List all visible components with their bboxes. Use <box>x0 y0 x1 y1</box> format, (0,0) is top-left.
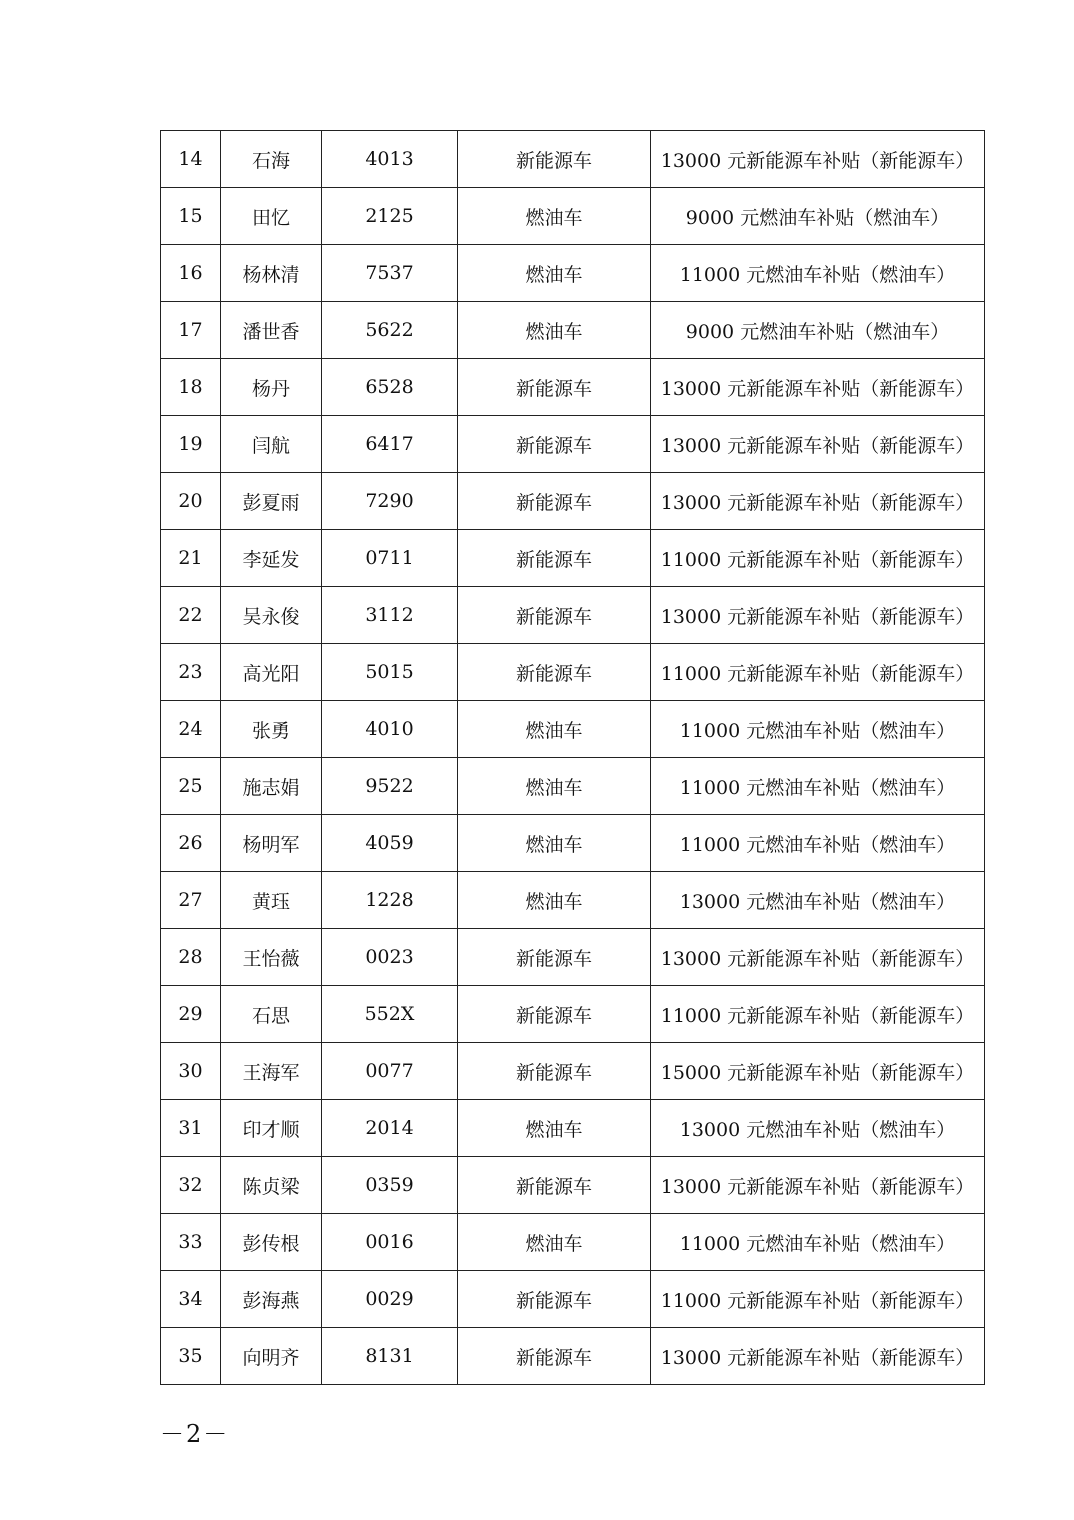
table-row <box>161 815 985 872</box>
subsidy-cell: 11000 元燃油车补贴（燃油车） <box>651 1214 985 1271</box>
vehicle-type-cell: 燃油车 <box>458 1214 651 1271</box>
vehicle-type-cell: 新能源车 <box>458 530 651 587</box>
table-row <box>161 188 985 245</box>
vehicle-type-cell: 燃油车 <box>458 302 651 359</box>
subsidy-cell: 15000 元新能源车补贴（新能源车） <box>651 1043 985 1100</box>
subsidy-cell: 11000 元燃油车补贴（燃油车） <box>651 701 985 758</box>
id-suffix-cell: 6417 <box>322 416 458 473</box>
subsidy-cell: 13000 元新能源车补贴（新能源车） <box>651 929 985 986</box>
row-index-cell: 25 <box>161 758 221 815</box>
row-index-cell: 22 <box>161 587 221 644</box>
id-suffix-cell: 8131 <box>322 1328 458 1385</box>
table-row <box>161 701 985 758</box>
vehicle-type-cell: 新能源车 <box>458 587 651 644</box>
subsidy-table <box>160 130 985 1385</box>
name-cell: 潘世香 <box>221 302 322 359</box>
row-index-cell: 35 <box>161 1328 221 1385</box>
row-index-cell: 14 <box>161 131 221 188</box>
subsidy-cell: 11000 元燃油车补贴（燃油车） <box>651 245 985 302</box>
id-suffix-cell: 5622 <box>322 302 458 359</box>
table-row <box>161 872 985 929</box>
subsidy-cell: 11000 元新能源车补贴（新能源车） <box>651 530 985 587</box>
id-suffix-cell: 2014 <box>322 1100 458 1157</box>
row-index-cell: 17 <box>161 302 221 359</box>
row-index-cell: 16 <box>161 245 221 302</box>
table-row <box>161 1328 985 1385</box>
name-cell: 王怡薇 <box>221 929 322 986</box>
vehicle-type-cell: 新能源车 <box>458 473 651 530</box>
id-suffix-cell: 0016 <box>322 1214 458 1271</box>
name-cell: 石思 <box>221 986 322 1043</box>
name-cell: 李延发 <box>221 530 322 587</box>
name-cell: 杨明军 <box>221 815 322 872</box>
table-body <box>161 131 985 1385</box>
id-suffix-cell: 2125 <box>322 188 458 245</box>
vehicle-type-cell: 燃油车 <box>458 1100 651 1157</box>
name-cell: 施志娟 <box>221 758 322 815</box>
table-row <box>161 131 985 188</box>
row-index-cell: 24 <box>161 701 221 758</box>
table-row <box>161 416 985 473</box>
row-index-cell: 26 <box>161 815 221 872</box>
id-suffix-cell: 6528 <box>322 359 458 416</box>
subsidy-cell: 11000 元新能源车补贴（新能源车） <box>651 644 985 701</box>
table-row <box>161 245 985 302</box>
table-row <box>161 530 985 587</box>
vehicle-type-cell: 燃油车 <box>458 245 651 302</box>
id-suffix-cell: 552X <box>322 986 458 1043</box>
row-index-cell: 30 <box>161 1043 221 1100</box>
row-index-cell: 15 <box>161 188 221 245</box>
vehicle-type-cell: 燃油车 <box>458 758 651 815</box>
table-row <box>161 758 985 815</box>
name-cell: 黄珏 <box>221 872 322 929</box>
subsidy-cell: 13000 元新能源车补贴（新能源车） <box>651 359 985 416</box>
name-cell: 闫航 <box>221 416 322 473</box>
id-suffix-cell: 7290 <box>322 473 458 530</box>
name-cell: 石海 <box>221 131 322 188</box>
row-index-cell: 20 <box>161 473 221 530</box>
name-cell: 王海军 <box>221 1043 322 1100</box>
table-row <box>161 302 985 359</box>
table-row <box>161 644 985 701</box>
table-row <box>161 1100 985 1157</box>
vehicle-type-cell: 新能源车 <box>458 131 651 188</box>
id-suffix-cell: 4010 <box>322 701 458 758</box>
subsidy-cell: 13000 元新能源车补贴（新能源车） <box>651 416 985 473</box>
id-suffix-cell: 4059 <box>322 815 458 872</box>
vehicle-type-cell: 燃油车 <box>458 701 651 758</box>
id-suffix-cell: 0711 <box>322 530 458 587</box>
name-cell: 向明齐 <box>221 1328 322 1385</box>
table-row <box>161 929 985 986</box>
name-cell: 彭传根 <box>221 1214 322 1271</box>
table-row <box>161 1157 985 1214</box>
subsidy-cell: 13000 元燃油车补贴（燃油车） <box>651 1100 985 1157</box>
subsidy-cell: 9000 元燃油车补贴（燃油车） <box>651 188 985 245</box>
name-cell: 陈贞梁 <box>221 1157 322 1214</box>
subsidy-cell: 9000 元燃油车补贴（燃油车） <box>651 302 985 359</box>
vehicle-type-cell: 燃油车 <box>458 815 651 872</box>
id-suffix-cell: 0023 <box>322 929 458 986</box>
name-cell: 田忆 <box>221 188 322 245</box>
row-index-cell: 33 <box>161 1214 221 1271</box>
table-row <box>161 359 985 416</box>
id-suffix-cell: 9522 <box>322 758 458 815</box>
row-index-cell: 19 <box>161 416 221 473</box>
id-suffix-cell: 0077 <box>322 1043 458 1100</box>
subsidy-cell: 11000 元燃油车补贴（燃油车） <box>651 815 985 872</box>
row-index-cell: 31 <box>161 1100 221 1157</box>
row-index-cell: 18 <box>161 359 221 416</box>
subsidy-cell: 13000 元新能源车补贴（新能源车） <box>651 131 985 188</box>
table-row <box>161 986 985 1043</box>
vehicle-type-cell: 新能源车 <box>458 1043 651 1100</box>
subsidy-cell: 11000 元新能源车补贴（新能源车） <box>651 986 985 1043</box>
vehicle-type-cell: 新能源车 <box>458 1157 651 1214</box>
row-index-cell: 32 <box>161 1157 221 1214</box>
subsidy-cell: 13000 元新能源车补贴（新能源车） <box>651 473 985 530</box>
subsidy-cell: 13000 元新能源车补贴（新能源车） <box>651 1157 985 1214</box>
id-suffix-cell: 0029 <box>322 1271 458 1328</box>
id-suffix-cell: 5015 <box>322 644 458 701</box>
vehicle-type-cell: 新能源车 <box>458 929 651 986</box>
vehicle-type-cell: 新能源车 <box>458 416 651 473</box>
vehicle-type-cell: 燃油车 <box>458 188 651 245</box>
row-index-cell: 29 <box>161 986 221 1043</box>
vehicle-type-cell: 燃油车 <box>458 872 651 929</box>
name-cell: 吴永俊 <box>221 587 322 644</box>
name-cell: 杨丹 <box>221 359 322 416</box>
page-number: －2－ <box>160 1420 230 1448</box>
row-index-cell: 27 <box>161 872 221 929</box>
id-suffix-cell: 1228 <box>322 872 458 929</box>
vehicle-type-cell: 新能源车 <box>458 644 651 701</box>
name-cell: 印才顺 <box>221 1100 322 1157</box>
name-cell: 杨林清 <box>221 245 322 302</box>
table-row <box>161 1214 985 1271</box>
vehicle-type-cell: 新能源车 <box>458 986 651 1043</box>
subsidy-cell: 13000 元燃油车补贴（燃油车） <box>651 872 985 929</box>
vehicle-type-cell: 新能源车 <box>458 1328 651 1385</box>
name-cell: 张勇 <box>221 701 322 758</box>
id-suffix-cell: 0359 <box>322 1157 458 1214</box>
id-suffix-cell: 4013 <box>322 131 458 188</box>
id-suffix-cell: 3112 <box>322 587 458 644</box>
row-index-cell: 28 <box>161 929 221 986</box>
name-cell: 彭夏雨 <box>221 473 322 530</box>
vehicle-type-cell: 新能源车 <box>458 359 651 416</box>
subsidy-cell: 13000 元新能源车补贴（新能源车） <box>651 1328 985 1385</box>
subsidy-cell: 11000 元新能源车补贴（新能源车） <box>651 1271 985 1328</box>
table-row <box>161 473 985 530</box>
row-index-cell: 21 <box>161 530 221 587</box>
name-cell: 彭海燕 <box>221 1271 322 1328</box>
table-row <box>161 1043 985 1100</box>
vehicle-type-cell: 新能源车 <box>458 1271 651 1328</box>
subsidy-cell: 13000 元新能源车补贴（新能源车） <box>651 587 985 644</box>
id-suffix-cell: 7537 <box>322 245 458 302</box>
table-row <box>161 587 985 644</box>
subsidy-cell: 11000 元燃油车补贴（燃油车） <box>651 758 985 815</box>
name-cell: 高光阳 <box>221 644 322 701</box>
row-index-cell: 23 <box>161 644 221 701</box>
table-row <box>161 1271 985 1328</box>
row-index-cell: 34 <box>161 1271 221 1328</box>
